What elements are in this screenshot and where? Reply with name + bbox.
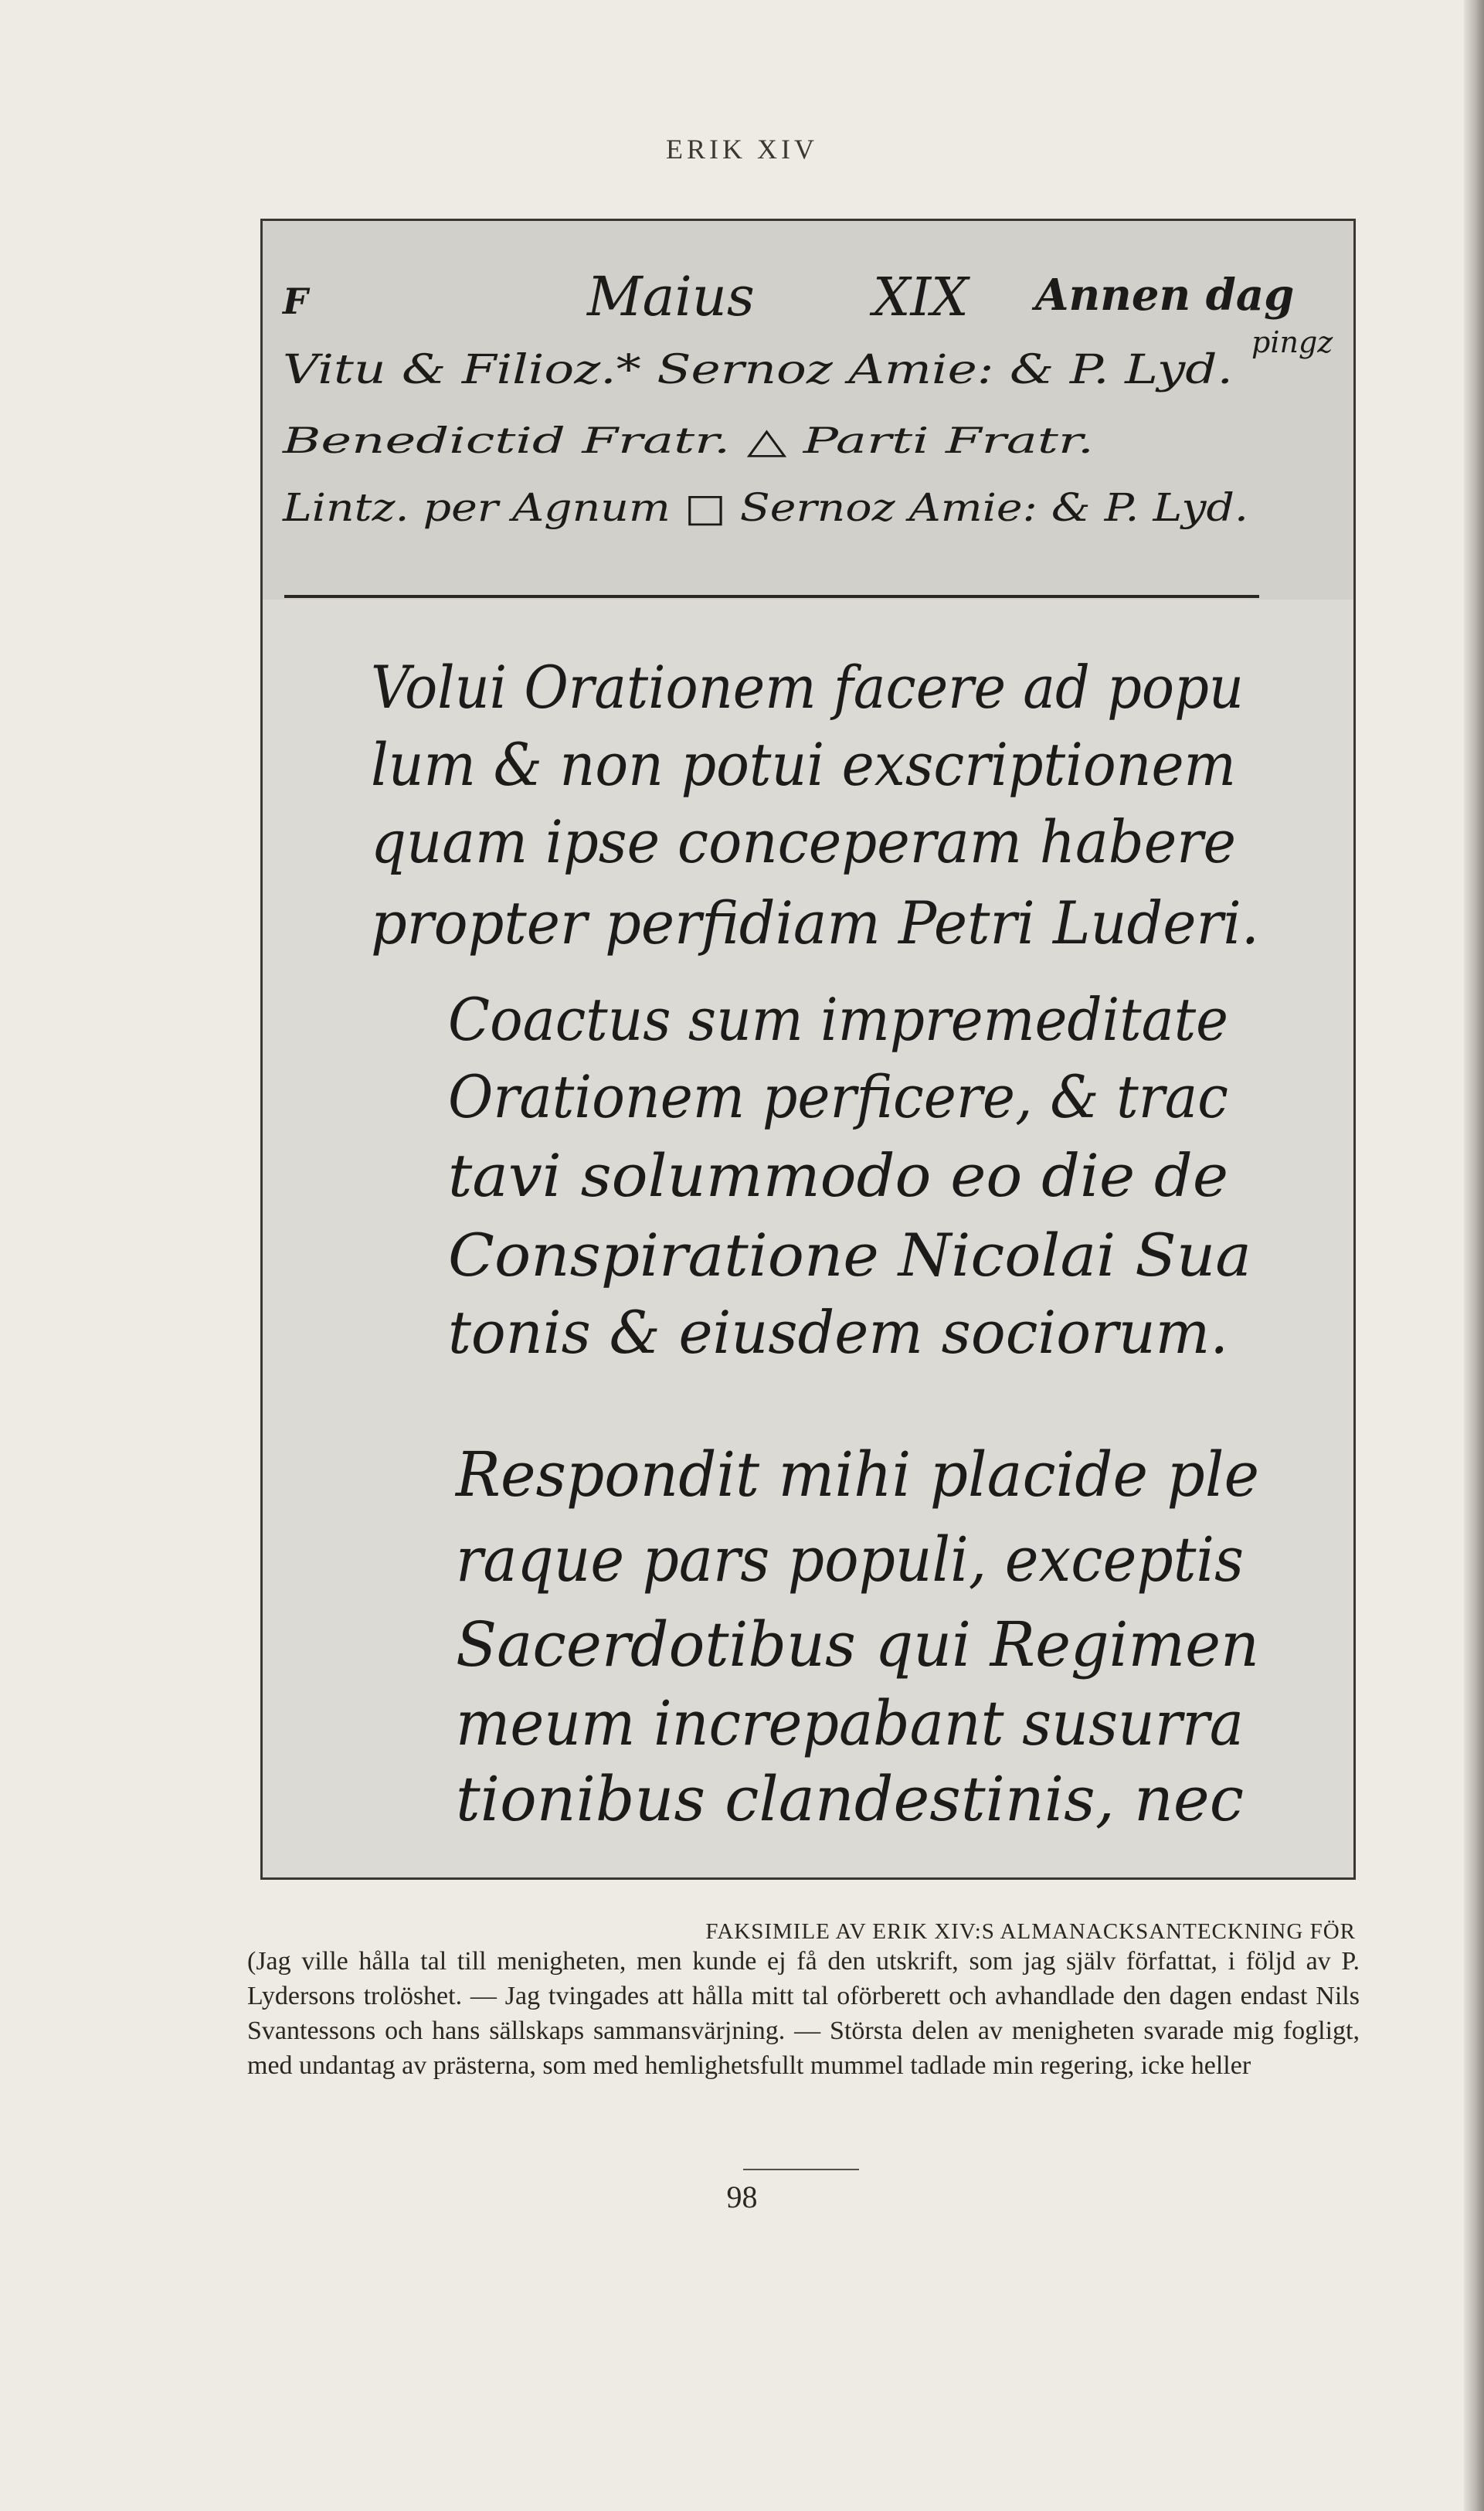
entry-line: Respondit mihi placide ple (454, 1439, 1259, 1510)
entry-line: Orationem perficere, & trac (448, 1062, 1228, 1131)
entry-line: tonis & eiusdem sociorum. (448, 1298, 1228, 1367)
almanac-numeral: XIX (873, 267, 969, 328)
entry-line: lum & non potui exscriptionem (371, 730, 1236, 799)
translation-paragraph: (Jag ville hålla tal till menigheten, men kunde ej få den utskrift, som jag själv författat, i följd av P. Lydersons trolöshet. — Jag tvingades att hålla mitt tal oförberett och avhandlade den dagen endast Nils Svantessons och hans sällskaps sammansvärjning. — Största delen av menigheten svarade mig fogligt, med undantag av prästerna, som med hemlighetsfullt mummel tadlade min regering, icke heller (247, 1947, 1360, 2080)
entry-line: Volui Orationem facere ad popu (371, 653, 1244, 722)
entry-line: quam ipse conceperam habere (371, 807, 1236, 876)
entry-line: Coactus sum impremeditate (448, 985, 1228, 1054)
entry-line: tavi solummodo eo die de (448, 1141, 1228, 1210)
folio-rule (743, 2169, 859, 2170)
book-gutter-shadow (1464, 0, 1484, 2511)
entry-line: propter perfidiam Petri Luderi. (371, 889, 1259, 957)
entry-line: meum increpabant susurra (456, 1687, 1244, 1759)
facsimile-caption: FAKSIMILE AV ERIK XIV:S ALMANACKSANTECKNING FÖR (705, 1919, 1356, 1944)
entry-line: Conspiratione Nicolai Sua (448, 1221, 1251, 1289)
almanac-line: Lintz. per Agnum □ Sernoz Amie: & P. Lyd. (281, 485, 1249, 530)
entry-line: raque pars populi, exceptis (456, 1524, 1244, 1595)
page-number: 98 (726, 2180, 758, 2214)
manuscript-facsimile (260, 219, 1356, 1880)
handwritten-entry (371, 653, 1259, 1835)
entry-line: tionibus clandestinis, nec (456, 1763, 1244, 1835)
almanac-line: Vitu & Filioz.* Sernoz Amie: & P. Lyd. (283, 347, 1233, 393)
almanac-note: pingz (1251, 325, 1333, 359)
manuscript-svg (263, 221, 1356, 1880)
entry-line: Sacerdotibus qui Regimen (456, 1609, 1259, 1680)
almanac-day-name: Annen dag (1035, 270, 1295, 321)
almanac-line: Benedictid Fratr. △ Parti Fratr. (281, 420, 1094, 461)
almanac-mark: F (283, 280, 308, 322)
running-head: ERIK XIV (666, 134, 818, 165)
almanac-month: Maius (587, 265, 755, 328)
